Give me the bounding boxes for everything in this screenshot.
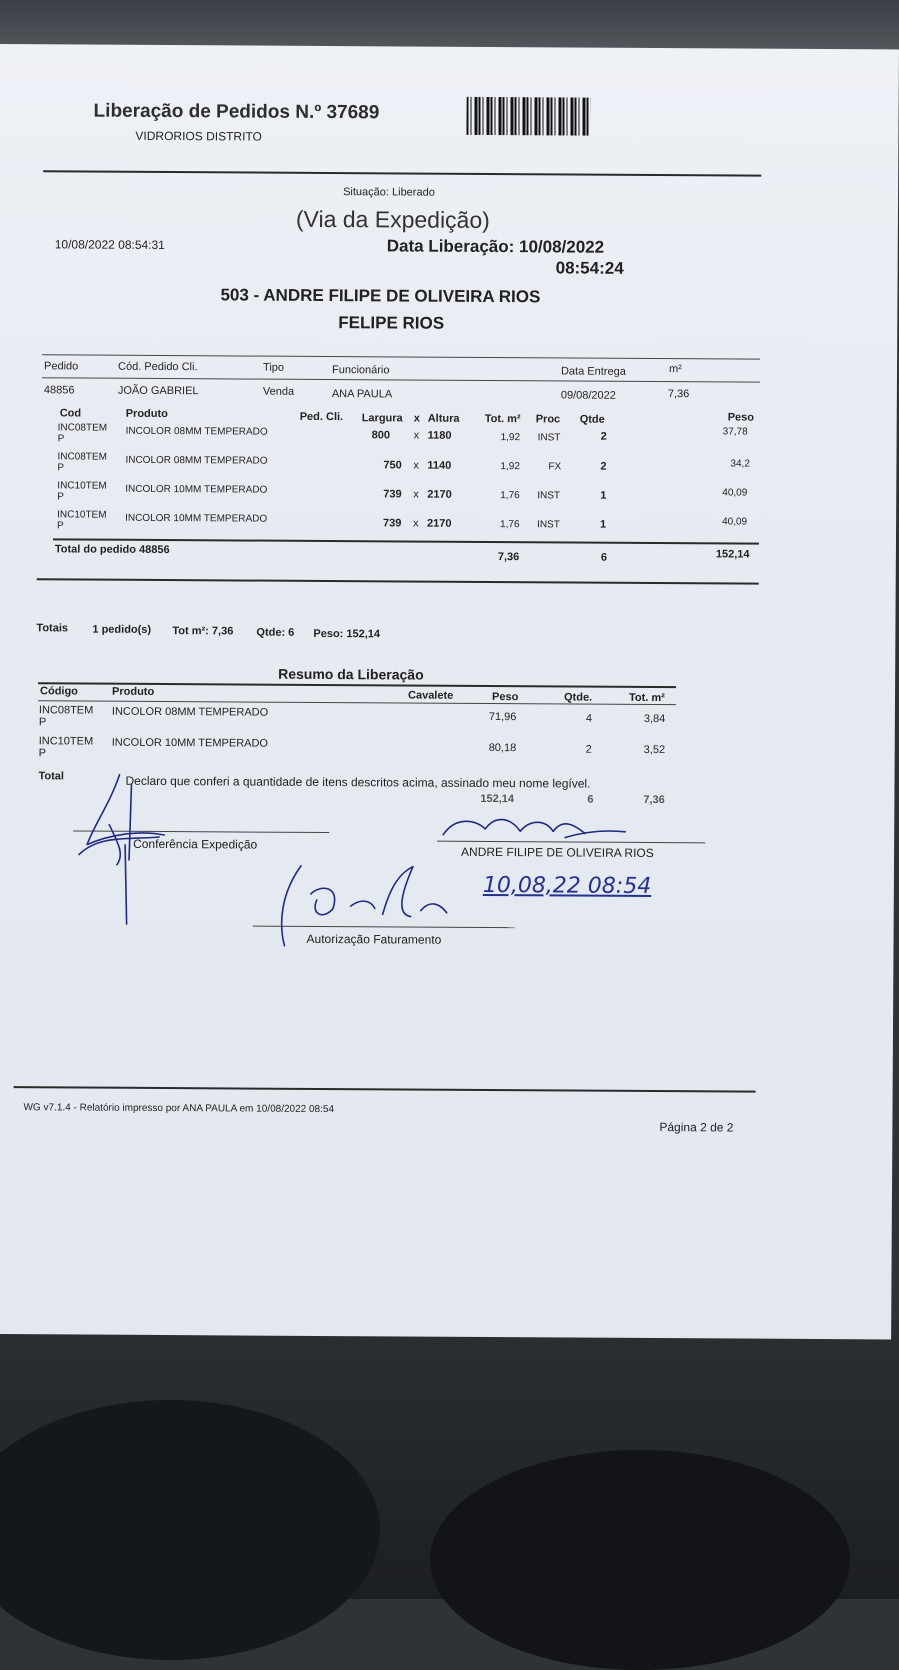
totals-qtde: Qtde: 6 [256,626,295,639]
resumo-qtde: 4 [585,712,593,725]
items-total-label: Total do pedido 48856 [54,543,170,557]
conferencia-signature [69,764,190,925]
resumo-codigo-suffix: P [38,747,47,760]
item-qtde: 2 [600,460,607,473]
item-cod-suffix: P [57,433,65,445]
via-label: (Via da Expedição) [295,205,490,233]
order-rule-top [42,354,760,359]
background-knee-right [430,1450,850,1670]
item-cod-suffix: P [57,491,64,503]
item-altura: 1180 [427,429,452,442]
resumo-codigo: INC08TEM [38,704,94,717]
val-m2: 7,36 [667,388,690,401]
val-funcionario: ANA PAULA [331,388,393,401]
item-x: x [413,429,420,442]
col-tipo: Tipo [262,361,285,374]
items-total-qtde: 6 [600,551,608,564]
footer-left: WG v7.1.4 - Relatório impresso por ANA PAULA em 10/08/2022 08:54 [23,1102,335,1116]
item-tot-m2: 1,92 [500,432,521,444]
resumo-total-qtde: 6 [587,793,594,806]
item-peso: 40,09 [722,487,748,499]
resumo-codigo-suffix: P [38,716,47,729]
autorizacao-label: Autorização Faturamento [306,931,442,947]
item-cod: INC10TEM [57,509,107,521]
document-title: Liberação de Pedidos N.º 37689 [93,100,380,124]
items-total-peso: 152,14 [715,548,750,561]
resumo-peso: 71,96 [488,710,517,724]
item-peso: 37,78 [722,426,748,438]
resumo-col-peso: Peso [491,691,519,704]
header-rule [43,170,761,176]
item-proc: INST [537,432,561,444]
val-cod-pedido-cli: JOÃO GABRIEL [117,384,199,398]
item-cod: INC08TEM [57,451,107,463]
items-col-largura: Largura [361,412,403,425]
items-col-qtde: Qtde [579,413,605,426]
footer-page: Página 2 de 2 [659,1120,734,1135]
item-produto: INCOLOR 08MM TEMPERADO [125,454,268,467]
item-produto: INCOLOR 08MM TEMPERADO [125,425,268,438]
items-col-peso: Peso [727,411,755,424]
resumo-tot-m2: 3,84 [643,712,666,726]
item-tot-m2: 1,76 [500,490,520,502]
item-altura: 1140 [427,459,452,472]
resumo-col-codigo: Código [40,685,78,698]
items-col-altura: Altura [427,412,460,425]
val-pedido: 48856 [43,384,75,397]
item-qtde: 1 [600,489,607,502]
item-altura: 2170 [427,517,452,530]
resumo-produto: INCOLOR 08MM TEMPERADO [111,705,269,719]
item-largura: 750 [383,459,402,472]
order-rule-mid [42,377,760,382]
cliente-fantasia: FELIPE RIOS [338,313,445,333]
resumo-produto: INCOLOR 10MM TEMPERADO [111,736,269,750]
item-tot-m2: 1,92 [500,461,520,473]
resumo-col-tot-m2: Tot. m² [628,691,665,705]
resumo-col-produto: Produto [112,685,155,698]
data-liberacao-time: 08:54:24 [555,258,624,278]
totals-tot-m2: Tot m²: 7,36 [172,625,234,638]
cliente-sign-label: ANDRE FILIPE DE OLIVEIRA RIOS [461,844,654,861]
col-m2: m² [668,363,682,376]
item-produto: INCOLOR 10MM TEMPERADO [125,483,268,496]
col-data-entrega: Data Entrega [560,365,626,378]
resumo-codigo: INC10TEM [38,735,94,748]
resumo-total-label: Total [38,770,65,783]
item-largura: 800 [371,429,391,442]
data-liberacao: Data Liberação: 10/08/2022 [386,236,605,257]
resumo-total-m2: 7,36 [643,793,665,807]
resumo-qtde: 2 [585,743,592,756]
situacao: Situação: Liberado [343,186,435,199]
resumo-peso: 80,18 [488,741,517,755]
col-cod-pedido-cli: Cód. Pedido Cli. [117,360,198,374]
totals-label: Totais [36,622,69,635]
col-funcionario: Funcionário [331,364,390,377]
totals-peso: Peso: 152,14 [313,627,381,641]
resumo-tot-m2: 3,52 [643,743,666,757]
resumo-title: Resumo da Liberação [278,665,424,683]
items-col-produto: Produto [125,407,168,421]
val-data-entrega: 09/08/2022 [560,389,616,402]
items-col-ped-cli: Ped. Cli. [299,410,344,424]
item-peso: 34,2 [730,458,750,470]
barcode [466,97,590,136]
item-proc: INST [537,490,561,502]
handwritten-date: 10,08,22 08:54 [482,872,652,899]
items-col-cod: Cod [59,407,82,420]
resumo-col-qtde: Qtde. [563,691,593,704]
document-page [0,44,899,1339]
item-largura: 739 [383,488,402,501]
item-proc: FX [548,461,562,473]
items-col-x: x [413,412,420,425]
conferencia-label: Conferência Expedição [133,836,258,852]
item-x: x [413,459,419,472]
item-produto: INCOLOR 10MM TEMPERADO [125,512,268,525]
item-peso: 40,09 [722,516,748,528]
company-name: VIDRORIOS DISTRITO [135,128,262,144]
item-cod: INC10TEM [57,480,107,492]
cliente-name: 503 - ANDRE FILIPE DE OLIVEIRA RIOS [220,285,541,307]
item-x: x [413,488,419,501]
items-total-m2: 7,36 [497,551,520,564]
autorizacao-signature [270,854,461,955]
printed-at: 10/08/2022 08:54:31 [54,237,165,253]
item-x: x [413,517,419,530]
item-proc: INST [537,519,560,531]
val-tipo: Venda [262,385,295,398]
resumo-total-peso: 152,14 [480,792,515,806]
resumo-col-cavalete: Cavalete [407,689,454,702]
item-qtde: 1 [600,518,607,531]
item-cod: INC08TEM [57,422,108,434]
totals-pedidos: 1 pedido(s) [92,623,152,636]
items-bottom-rule [37,578,759,584]
item-qtde: 2 [600,430,607,443]
item-tot-m2: 1,76 [500,519,520,531]
items-col-proc: Proc [535,413,561,426]
col-pedido: Pedido [43,360,79,373]
item-cod-suffix: P [57,520,64,532]
cliente-signature [435,807,635,848]
item-cod-suffix: P [57,462,65,474]
item-largura: 739 [383,517,402,530]
footer-rule [14,1086,756,1092]
resumo-declaration: Declaro que conferi a quantidade de itens descritos acima, assinado meu nome legível. [125,773,591,791]
item-altura: 2170 [427,488,452,501]
items-col-tot-m2: Tot. m² [484,412,521,426]
